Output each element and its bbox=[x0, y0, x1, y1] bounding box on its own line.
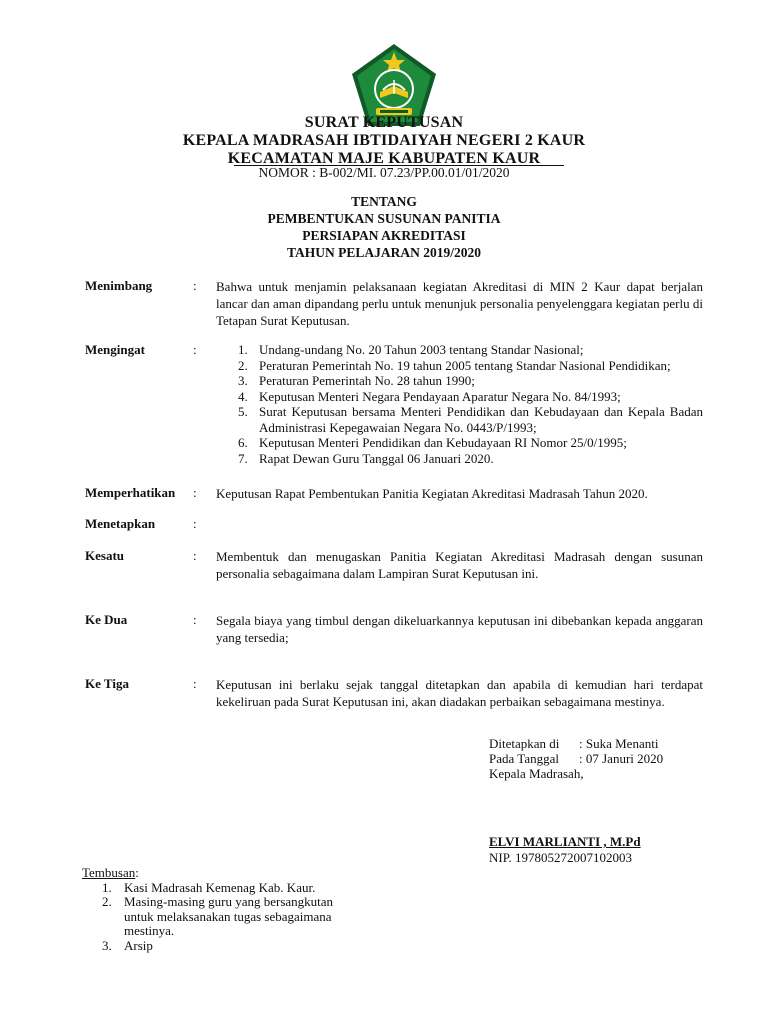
signature-date: Pada Tanggal : 07 Januri 2020 bbox=[489, 751, 664, 766]
signature-place: Ditetapkan di : Suka Menanti bbox=[489, 736, 659, 751]
subject-line-1: PEMBENTUKAN SUSUNAN PANITIA bbox=[267, 211, 501, 226]
section-label: Mengingat bbox=[85, 342, 145, 357]
section-text: Membentuk dan menugaskan Panitia Kegiatan Akreditasi Madrasah dengan susunan personalia sebagaimana dalam Lampiran Surat Keputusan ini. bbox=[216, 549, 703, 581]
section-label: Memperhatikan bbox=[85, 485, 176, 500]
section-colon: : bbox=[193, 485, 197, 500]
section-colon: : bbox=[193, 516, 197, 531]
section-label: Ke Dua bbox=[85, 612, 128, 627]
subject-line-3: TAHUN PELAJARAN 2019/2020 bbox=[286, 245, 481, 260]
carbon-copy-title: Tembusan: bbox=[82, 865, 139, 880]
section-text: Keputusan Rapat Pembentukan Panitia Kegiatan Akreditasi Madrasah Tahun 2020. bbox=[216, 486, 648, 501]
list-item: 1. Kasi Madrasah Kemenag Kab. Kaur. bbox=[102, 879, 316, 895]
institution-region: KECAMATAN MAJE KABUPATEN KAUR bbox=[227, 150, 541, 167]
subject-block bbox=[0, 193, 768, 261]
section-label: Menetapkan bbox=[85, 516, 156, 531]
list-item: 2. Masing-masing guru yang bersangkutan untuk melaksanakan tugas sebagaimana mestinya. bbox=[102, 894, 334, 938]
section-text: Segala biaya yang timbul dengan dikeluarkannya keputusan ini dibebankan kepada anggaran yang tersedia; bbox=[216, 613, 703, 645]
legal-basis-list bbox=[216, 342, 703, 466]
letter-header bbox=[0, 114, 768, 168]
section-label: Kesatu bbox=[85, 548, 124, 563]
institution-name: KEPALA MADRASAH IBTIDAIYAH NEGERI 2 KAUR bbox=[182, 132, 586, 149]
subject-heading: TENTANG bbox=[351, 194, 417, 209]
list-item: 7. Rapat Dewan Guru Tanggal 06 Januari 2020. bbox=[238, 450, 494, 466]
letter-number: NOMOR : B-002/MI. 07.23/PP.00.01/01/2020 bbox=[258, 165, 510, 180]
list-item: 3. Arsip bbox=[102, 937, 153, 953]
signatory-name: ELVI MARLIANTI , M.Pd bbox=[489, 834, 641, 849]
section-text: Bahwa untuk menjamin pelaksanaan kegiatan Akreditasi di MIN 2 Kaur dapat berjalan lancar dan aman dipandang perlu untuk menunjuk personalia penyelenggara kegiatan perlu di Tetapan Surat Keputusan. bbox=[216, 279, 703, 328]
section-label: Menimbang bbox=[85, 278, 153, 293]
section-colon: : bbox=[193, 342, 197, 357]
subject-line-2: PERSIAPAN AKREDITASI bbox=[302, 228, 466, 243]
signatory-nip: NIP. 197805272007102003 bbox=[489, 850, 633, 865]
signature-block bbox=[489, 736, 663, 781]
section-colon: : bbox=[193, 548, 197, 563]
list-item: 4. Keputusan Menteri Negara Pendayaan Aparatur Negara No. 84/1993; bbox=[238, 388, 621, 404]
letter-title: SURAT KEPUTUSAN bbox=[304, 114, 464, 131]
list-item: 5. Surat Keputusan bersama Menteri Pendidikan dan Kebudayaan dan Kepala Badan Administrasi Kepegawaian Negara No. 0443/P/1993; bbox=[238, 404, 703, 435]
signature-position: Kepala Madrasah, bbox=[489, 766, 584, 781]
section-text: Keputusan ini berlaku sejak tanggal ditetapkan dan apabila di kemudian hari terdapat kekeliruan pada Surat Keputusan ini, akan diadakan perbaikan sebagaimana mestinya. bbox=[216, 677, 703, 709]
section-label: Ke Tiga bbox=[85, 676, 129, 691]
legal-basis-list-wrapper bbox=[216, 342, 703, 466]
carbon-copy-list bbox=[82, 881, 402, 954]
list-item: 2. Peraturan Pemerintah No. 19 tahun 2005 tentang Standar Nasional Pendidikan; bbox=[238, 357, 671, 373]
section-colon: : bbox=[193, 612, 197, 627]
list-item: 1. Undang-undang No. 20 Tahun 2003 tentang Standar Nasional; bbox=[238, 342, 584, 357]
list-item: 3. Peraturan Pemerintah No. 28 tahun 1990; bbox=[238, 373, 475, 388]
section-colon: : bbox=[193, 278, 197, 293]
section-colon: : bbox=[193, 676, 197, 691]
list-item: 6. Keputusan Menteri Pendidikan dan Kebudayaan RI Nomor 25/0/1995; bbox=[238, 435, 627, 450]
carbon-copy-block bbox=[82, 866, 402, 953]
